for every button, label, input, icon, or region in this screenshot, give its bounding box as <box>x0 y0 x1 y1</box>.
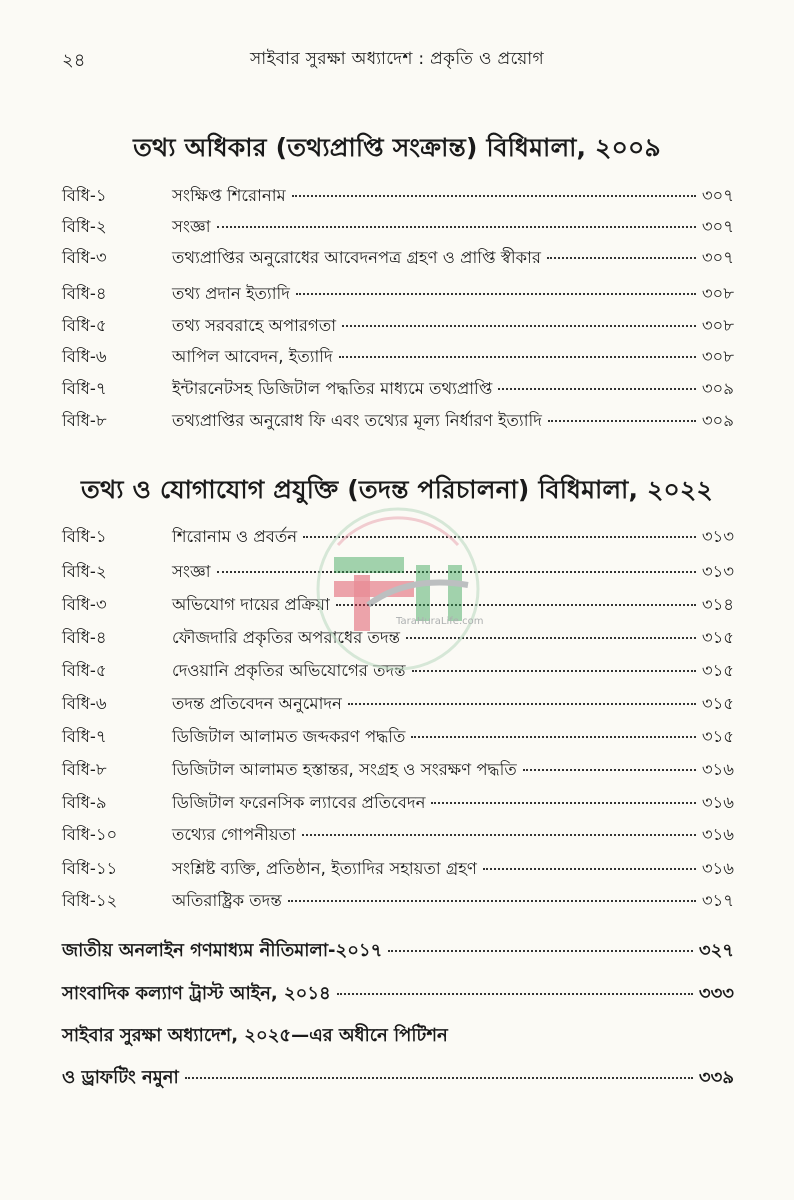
leader-dots <box>412 670 696 672</box>
entry-title: তথ্য সরবরাহে অপারগতা <box>172 316 336 335</box>
rule-number: বিধি-৮ <box>62 760 107 779</box>
rule-number: বিধি-৩ <box>62 248 107 267</box>
page-ref: ৩১৩ <box>701 562 734 581</box>
toc-entry[interactable] <box>62 279 734 309</box>
page-ref: ৩১৫ <box>701 661 734 680</box>
entry-title: সংজ্ঞা <box>172 217 211 236</box>
leader-dots <box>342 325 696 327</box>
toc-entry[interactable] <box>62 820 734 850</box>
rule-number: বিধি-১০ <box>62 825 118 844</box>
entry-title: ডিজিটাল আলামত জব্দকরণ পদ্ধতি <box>172 727 406 746</box>
leader-dots <box>483 868 696 870</box>
section-heading-ict-investigation-rules: তথ্য ও যোগাযোগ প্রযুক্তি (তদন্ত পরিচালনা) বিধিমালা, ২০২২ <box>81 475 713 504</box>
page-ref: ৩০৮ <box>701 316 734 335</box>
leader-dots <box>337 993 693 995</box>
leader-dots <box>217 571 696 573</box>
entry-title: ইন্টারনেটসহ ডিজিটাল পদ্ধতির মাধ্যমে তথ্যপ্রাপ্তি <box>172 379 493 398</box>
entry-title: জাতীয় অনলাইন গণমাধ্যম নীতিমালা-২০১৭ <box>62 940 383 961</box>
toc-entry[interactable] <box>62 854 734 884</box>
rule-number: বিধি-৬ <box>62 694 107 713</box>
rule-number: বিধি-৪ <box>62 628 107 647</box>
rule-number: বিধি-৭ <box>62 727 107 746</box>
entry-title: সংশ্লিষ্ট ব্যক্তি, প্রতিষ্ঠান, ইত্যাদির সহায়তা গ্রহণ <box>172 859 477 878</box>
section-heading-rti-rules: তথ্য অধিকার (তথ্যপ্রাপ্তি সংক্রান্ত) বিধিমালা, ২০০৯ <box>133 133 661 162</box>
entry-title: সংক্ষিপ্ত শিরোনাম <box>172 186 286 205</box>
page-ref: ৩১৬ <box>701 825 734 844</box>
entry-title: ডিজিটাল আলামত হস্তান্তর, সংগ্রহ ও সংরক্ষণ পদ্ধতি <box>172 760 517 779</box>
entry-title: সংজ্ঞা <box>172 562 211 581</box>
toc-entry[interactable] <box>62 722 734 752</box>
entry-title: সাংবাদিক কল্যাণ ট্রাস্ট আইন, ২০১৪ <box>62 983 331 1004</box>
rule-number: বিধি-১১ <box>62 859 118 878</box>
final-entry-line1[interactable]: সাইবার সুরক্ষা অধ্যাদেশ, ২০২৫—এর অধীনে পিটিশন <box>62 1025 448 1046</box>
toc-entry[interactable] <box>62 590 734 620</box>
page-ref: ৩০৭ <box>701 248 734 267</box>
entry-title: ডিজিটাল ফরেনসিক ল্যাবের প্রতিবেদন <box>172 793 426 812</box>
toc-entry[interactable] <box>62 557 734 587</box>
entry-title: অতিরাষ্ট্রিক তদন্ত <box>172 891 282 910</box>
leader-dots <box>302 834 696 836</box>
rule-number: বিধি-৩ <box>62 595 107 614</box>
page-ref: ৩০৮ <box>701 284 734 303</box>
leader-dots <box>388 950 693 952</box>
toc-main-entry[interactable] <box>62 1062 734 1094</box>
entry-title: দেওয়ানি প্রকৃতির অভিযোগের তদন্ত <box>172 661 406 680</box>
page-ref: ৩০৭ <box>701 186 734 205</box>
rule-number: বিধি-১২ <box>62 891 118 910</box>
entry-title: তথ্যপ্রাপ্তির অনুরোধ ফি এবং তথ্যের মূল্য নির্ধারণ ইত্যাদি <box>172 411 542 430</box>
entry-title: ফৌজদারি প্রকৃতির অপরাধের তদন্ত <box>172 628 400 647</box>
page-ref: ৩১৫ <box>701 628 734 647</box>
page-ref: ৩০৯ <box>701 379 734 398</box>
leader-dots <box>288 900 696 902</box>
leader-dots <box>411 736 695 738</box>
page-number: ২৪ <box>62 50 86 71</box>
leader-dots <box>303 536 696 538</box>
toc-entry[interactable] <box>62 656 734 686</box>
rule-number: বিধি-৫ <box>62 316 107 335</box>
rule-number: বিধি-৬ <box>62 347 107 366</box>
rule-number: বিধি-৫ <box>62 661 107 680</box>
rule-number: বিধি-৪ <box>62 284 107 303</box>
toc-entry[interactable] <box>62 406 734 436</box>
leader-dots <box>498 388 695 390</box>
entry-title: আপিল আবেদন, ইত্যাদি <box>172 347 333 366</box>
toc-entry[interactable] <box>62 755 734 785</box>
leader-dots <box>296 293 696 295</box>
page-ref: ৩৩৩ <box>698 983 734 1004</box>
leader-dots <box>523 769 696 771</box>
entry-title: তদন্ত প্রতিবেদন অনুমোদন <box>172 694 342 713</box>
entry-title: তথ্য প্রদান ইত্যাদি <box>172 284 290 303</box>
leader-dots <box>348 703 696 705</box>
toc-entry[interactable] <box>62 311 734 341</box>
rule-number: বিধি-৯ <box>62 793 107 812</box>
entry-title: অভিযোগ দায়ের প্রক্রিয়া <box>172 595 330 614</box>
leader-dots <box>185 1077 693 1079</box>
page-ref: ৩০৯ <box>701 411 734 430</box>
rule-number: বিধি-১ <box>62 527 107 546</box>
leader-dots <box>292 195 696 197</box>
rule-number: বিধি-২ <box>62 217 107 236</box>
leader-dots <box>217 226 696 228</box>
rule-number: বিধি-৭ <box>62 379 107 398</box>
leader-dots <box>431 802 695 804</box>
leader-dots <box>548 420 696 422</box>
entry-title: তথ্যের গোপনীয়তা <box>172 825 296 844</box>
page-ref: ৩১৬ <box>701 859 734 878</box>
toc-main-entry[interactable] <box>62 978 734 1010</box>
toc-entry[interactable] <box>62 212 734 242</box>
toc-entry[interactable] <box>62 522 734 552</box>
running-title: সাইবার সুরক্ষা অধ্যাদেশ : প্রকৃতি ও প্রয়োগ <box>250 49 544 69</box>
entry-title: ও ড্রাফটিং নমুনা <box>62 1067 179 1088</box>
leader-dots <box>336 604 696 606</box>
page-ref: ৩১৫ <box>701 727 734 746</box>
page-ref: ৩০৭ <box>701 217 734 236</box>
rule-number: বিধি-২ <box>62 562 107 581</box>
page-ref: ৩১৬ <box>701 793 734 812</box>
leader-dots <box>547 257 696 259</box>
toc-entry[interactable] <box>62 788 734 818</box>
rule-number: বিধি-৮ <box>62 411 107 430</box>
page-ref: ৩১৫ <box>701 694 734 713</box>
toc-entry[interactable] <box>62 886 734 916</box>
page-ref: ৩১৪ <box>701 595 734 614</box>
watermark-site-text: TaraHuraLife.com <box>396 616 484 627</box>
toc-entry[interactable] <box>62 243 734 273</box>
rule-number: বিধি-১ <box>62 186 107 205</box>
page-ref: ৩১৬ <box>701 760 734 779</box>
entry-title: তথ্যপ্রাপ্তির অনুরোধের আবেদনপত্র গ্রহণ ও প্রাপ্তি স্বীকার <box>172 248 541 267</box>
page-ref: ৩২৭ <box>698 940 734 961</box>
page-ref: ৩০৮ <box>701 347 734 366</box>
toc-entry[interactable] <box>62 623 734 653</box>
leader-dots <box>339 356 696 358</box>
page-ref: ৩৩৯ <box>698 1067 734 1088</box>
toc-main-entry[interactable] <box>62 935 734 967</box>
leader-dots <box>406 637 696 639</box>
page-ref: ৩১৭ <box>701 891 734 910</box>
page-ref: ৩১৩ <box>701 527 734 546</box>
toc-entry[interactable] <box>62 181 734 211</box>
toc-entry[interactable] <box>62 342 734 372</box>
entry-title: শিরোনাম ও প্রবর্তন <box>172 527 298 546</box>
toc-entry[interactable] <box>62 374 734 404</box>
toc-entry[interactable] <box>62 689 734 719</box>
